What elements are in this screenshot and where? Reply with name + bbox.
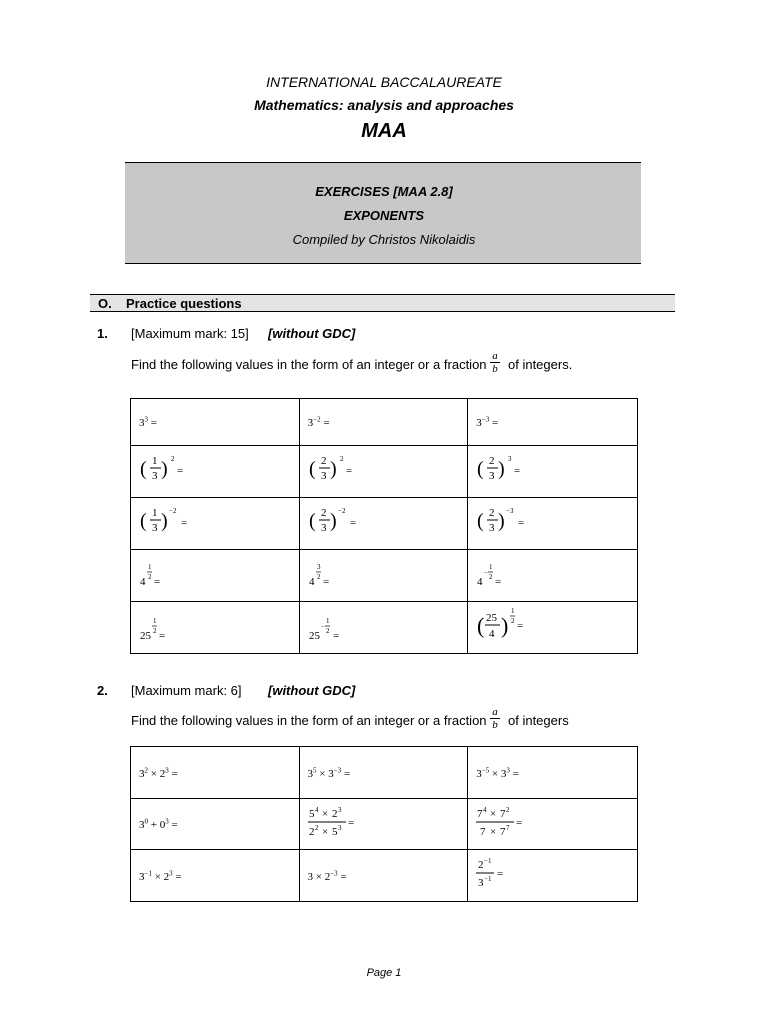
q1-cell — [299, 498, 468, 550]
q1-cell: $3^{-2}$ = — [299, 399, 468, 446]
svg-text:1: 1 — [152, 507, 158, 519]
banner-line-2: EXPONENTS — [343, 208, 425, 223]
q1-cell — [299, 550, 468, 602]
svg-text:=: = — [514, 465, 521, 477]
svg-text:4: 4 — [477, 576, 483, 588]
q1-table — [130, 398, 638, 654]
q2-cell: $3^{-5} \times 3^3$ = — [468, 747, 638, 799]
q2-table — [130, 746, 638, 902]
svg-text:2: 2 — [314, 823, 319, 832]
q1-number: 1. — [97, 326, 108, 341]
svg-text:2: 2 — [506, 805, 510, 814]
section-header — [90, 294, 675, 312]
svg-text:−2: −2 — [169, 507, 177, 515]
svg-text:3: 3 — [489, 522, 495, 534]
svg-text:7: 7 — [500, 825, 506, 838]
q1-fraction-ab — [490, 350, 500, 375]
q2-cell — [468, 850, 638, 902]
svg-text:4: 4 — [489, 628, 495, 640]
svg-text:(: ( — [140, 510, 147, 532]
svg-text:3: 3 — [489, 470, 495, 482]
svg-text:×: × — [321, 807, 328, 820]
svg-text:=: = — [518, 517, 525, 529]
math-expression — [308, 802, 388, 842]
header-line-1: INTERNATIONAL BACCALAUREATE — [266, 74, 502, 90]
math-expression — [476, 802, 556, 842]
math-expression — [308, 501, 378, 541]
svg-text:2: 2 — [511, 617, 515, 625]
svg-text:7: 7 — [506, 823, 510, 832]
q2-gdc: [without GDC] — [268, 683, 356, 698]
svg-text:4: 4 — [308, 576, 315, 588]
page-footer: Page 1 — [366, 967, 402, 979]
q1-cell — [131, 550, 300, 602]
svg-text:7: 7 — [480, 825, 486, 838]
svg-text:=: = — [322, 576, 329, 588]
math-expression — [308, 605, 378, 645]
svg-text:7: 7 — [500, 807, 506, 820]
q2-cell: $3 \times 2^{-3}$ = — [299, 850, 468, 902]
svg-text:(: ( — [308, 510, 316, 532]
svg-text:(: ( — [140, 458, 147, 480]
section-title: Practice questions — [126, 296, 242, 311]
svg-text:−2: −2 — [337, 507, 346, 515]
q2-cell: $3^0 + 0^3$ = — [131, 799, 300, 850]
q1-cell — [468, 498, 638, 550]
svg-text:3: 3 — [320, 522, 327, 534]
svg-text:×: × — [490, 807, 497, 820]
svg-text:2: 2 — [148, 573, 152, 581]
svg-text:−: − — [320, 623, 325, 631]
svg-text:2: 2 — [320, 507, 327, 519]
svg-text:3: 3 — [478, 877, 484, 889]
svg-text:2: 2 — [489, 455, 495, 467]
svg-text:2: 2 — [325, 627, 330, 635]
svg-text:): ) — [161, 510, 168, 532]
svg-text:3: 3 — [316, 563, 321, 571]
svg-text:−3: −3 — [506, 507, 514, 515]
q2-cell — [299, 799, 468, 850]
svg-text:): ) — [501, 613, 509, 638]
math-expression — [139, 605, 209, 645]
q1-instruction: Find the following values in the form of an integer or a fraction — [131, 357, 487, 372]
section-number: O. — [98, 296, 112, 311]
svg-text:2: 2 — [339, 455, 344, 463]
q1-cell — [131, 498, 300, 550]
svg-text:25: 25 — [308, 630, 320, 642]
q1-cell — [299, 446, 468, 498]
svg-text:=: = — [516, 816, 523, 829]
svg-text:1: 1 — [153, 617, 157, 625]
q1-cell: $3^3$ = — [131, 399, 300, 446]
svg-text:3: 3 — [337, 805, 342, 814]
svg-text:7: 7 — [477, 807, 483, 820]
q2-mark: [Maximum mark: 6] — [131, 683, 242, 698]
svg-text:25: 25 — [486, 612, 498, 624]
q2-cell: $3^2 \times 2^3$ = — [131, 747, 300, 799]
q1-mark: [Maximum mark: 15] — [131, 326, 249, 341]
svg-text:×: × — [321, 825, 328, 838]
svg-text:2: 2 — [308, 825, 315, 838]
svg-text:1: 1 — [489, 563, 493, 571]
svg-text:2: 2 — [171, 455, 175, 463]
svg-text:=: = — [154, 576, 161, 588]
q1-instruction-end: of integers. — [508, 357, 573, 372]
frac-den: b — [492, 719, 498, 731]
svg-text:1: 1 — [325, 617, 330, 625]
svg-text:=: = — [349, 517, 356, 529]
q2-cell — [468, 799, 638, 850]
q2-instruction: Find the following values in the form of an integer or a fraction — [131, 713, 487, 728]
frac-den: b — [492, 363, 498, 375]
math-expression — [308, 553, 378, 593]
q2-fraction-ab — [490, 706, 500, 731]
svg-text:=: = — [347, 816, 354, 829]
svg-text:3: 3 — [337, 823, 342, 832]
math-expression — [476, 501, 546, 541]
q1-cell: $3^{-3}$ = — [468, 399, 638, 446]
header-line-2: Mathematics: analysis and approaches — [254, 97, 514, 113]
banner-line-3: Compiled by Christos Nikolaidis — [292, 232, 476, 247]
svg-text:−1: −1 — [484, 857, 492, 865]
q1-cell — [131, 602, 300, 654]
svg-text:(: ( — [477, 458, 484, 480]
svg-text:2: 2 — [489, 573, 493, 581]
q2-cell: $3^{-1} \times 2^3$ = — [131, 850, 300, 902]
math-expression — [139, 449, 209, 489]
svg-text:3: 3 — [320, 470, 327, 482]
svg-text:=: = — [495, 576, 502, 588]
svg-text:3: 3 — [152, 522, 158, 534]
frac-num: a — [492, 706, 498, 718]
svg-text:2: 2 — [316, 573, 321, 581]
math-expression — [476, 553, 546, 593]
svg-text:): ) — [498, 458, 505, 480]
svg-text:3: 3 — [152, 470, 158, 482]
math-expression — [308, 449, 378, 489]
q1-cell — [468, 550, 638, 602]
svg-text:4: 4 — [314, 805, 319, 814]
svg-text:4: 4 — [140, 576, 146, 588]
svg-text:2: 2 — [320, 455, 327, 467]
svg-text:3: 3 — [508, 455, 512, 463]
svg-text:2: 2 — [153, 627, 157, 635]
svg-text:1: 1 — [148, 563, 152, 571]
q1-cell — [468, 602, 638, 654]
math-expression — [139, 501, 209, 541]
q2-cell: $3^5 \times 3^{-3}$ = — [299, 747, 468, 799]
svg-text:(: ( — [477, 510, 484, 532]
math-expression — [476, 853, 536, 893]
q1-cell — [468, 446, 638, 498]
svg-text:): ) — [329, 510, 337, 532]
svg-text:(: ( — [308, 458, 316, 480]
header-title: MAA — [361, 120, 407, 142]
svg-text:=: = — [181, 517, 188, 529]
svg-text:2: 2 — [489, 507, 495, 519]
frac-num: a — [492, 350, 498, 362]
svg-text:25: 25 — [140, 630, 151, 642]
q1-cell — [131, 446, 300, 498]
svg-text:=: = — [497, 868, 504, 880]
svg-text:=: = — [345, 465, 352, 477]
q2-instruction-end: of integers — [508, 713, 569, 728]
svg-text:2: 2 — [331, 807, 338, 820]
svg-text:=: = — [159, 630, 166, 642]
svg-text:1: 1 — [152, 455, 158, 467]
svg-text:): ) — [329, 458, 337, 480]
svg-text:(: ( — [477, 613, 485, 638]
math-expression — [476, 449, 546, 489]
svg-text:5: 5 — [308, 807, 315, 820]
q2-number: 2. — [97, 683, 108, 698]
svg-text:=: = — [517, 620, 524, 632]
svg-text:=: = — [332, 630, 339, 642]
svg-text:2: 2 — [478, 859, 484, 871]
math-expression — [139, 553, 209, 593]
q1-gdc: [without GDC] — [268, 326, 356, 341]
svg-text:): ) — [498, 510, 505, 532]
svg-text:−1: −1 — [484, 875, 492, 883]
svg-text:4: 4 — [483, 805, 487, 814]
svg-text:1: 1 — [511, 607, 515, 615]
banner-line-1: EXERCISES [MAA 2.8] — [315, 184, 453, 199]
svg-text:×: × — [490, 825, 497, 838]
svg-text:=: = — [177, 465, 184, 477]
math-expression — [476, 603, 556, 647]
svg-text:): ) — [161, 458, 168, 480]
svg-text:−: − — [484, 569, 489, 577]
q1-cell — [299, 602, 468, 654]
svg-text:5: 5 — [331, 825, 338, 838]
